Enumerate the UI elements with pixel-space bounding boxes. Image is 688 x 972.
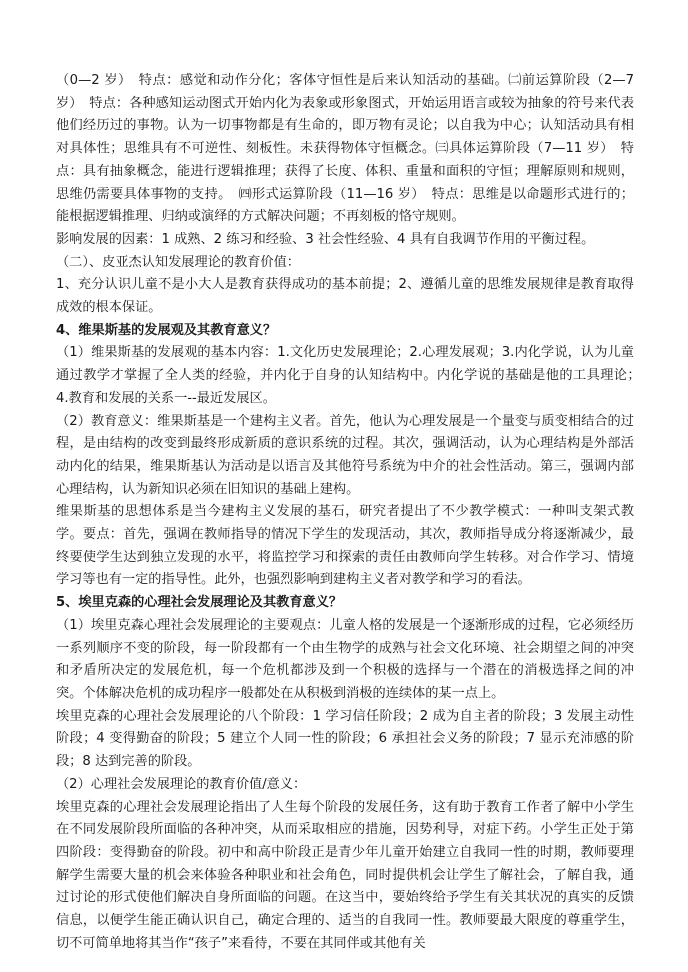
paragraph-influencing-factors: 影响发展的因素：1 成熟、2 练习和经验、3 社会性经验、4 具有自我调节作用的平衡过程。 bbox=[56, 231, 595, 247]
section-heading-erikson-value: （2）心理社会发展理论的教育价值/意义： bbox=[56, 776, 307, 792]
paragraph-cognitive-stages: （0—2 岁） 特点：感觉和动作分化；客体守恒性是后来认知活动的基础。㈡前运算阶段（2—7 岁） 特点：各种感知运动图式开始内化为表象或形象图式，开始运用语言或较为抽象的符号来代表他们经历过的事物。认为一切事物都是有生命的，即万物有灵论；以自我为中心；认知活动具有相对具体性；思维具有不可逆性、刻板性。未获得物体守恒概念。㈢具体运算阶段（7—11 岁） 特点：具有抽象概念，能进行逻辑推理；获得了长度、体积、重量和面积的守恒；理解原则和规则，思维仍需要具体事物的支持。 ㈣形式运算阶段（11—16 岁） 特点：思维是以命题形式进行的；能根据逻辑推理、归纳或演绎的方式解决问题；不再刻板的恪守规则。 bbox=[56, 73, 634, 225]
paragraph-piaget-value: 1、充分认识儿童不是小大人是教育获得成功的基本前提；2、遵循儿童的思维发展规律是教育取得成效的根本保证。 bbox=[56, 277, 634, 316]
question-heading-vygotsky: 4、维果斯基的发展观及其教育意义？ bbox=[56, 322, 277, 338]
paragraph-erikson-stages: 埃里克森的心理社会发展理论的八个阶段：1 学习信任阶段；2 成为自主者的阶段；3 发展主动性阶段；4 变得勤奋的阶段；5 建立个人同一性的阶段；6 承担社会义务的阶段；7 显示充沛感的阶段；8 达到完善的阶段。 bbox=[56, 708, 634, 770]
paragraph-vygotsky-basic: （1）维果斯基的发展观的基本内容：1.文化历史发展理论；2.心理发展观；3.内化学说，认为儿童通过教学才掌握了全人类的经验，并内化于自身的认知结构中。内化学说的基础是他的工具理论； 4.教育和发展的关系一--最近发展区。 bbox=[56, 345, 648, 406]
paragraph-vygotsky-scaffolding: 维果斯基的思想体系是当今建构主义发展的基石，研究者提出了不少教学模式：一种叫支架式教学。要点：首先，强调在教师指导的情况下学生的发现活动，其次，教师指导成分将逐渐减少，最终要使学生达到独立发现的水平，将监控学习和探索的责任由教师向学生转移。对合作学习、情境学习等也有一定的指导性。此外，也强烈影响到建构主义者对教学和学习的看法。 bbox=[56, 504, 634, 588]
document-page bbox=[56, 70, 648, 955]
paragraph-erikson-value: 埃里克森的心理社会发展理论指出了人生每个阶段的发展任务，这有助于教育工作者了解中小学生在不同发展阶段所面临的各种冲突，从而采取相应的措施，因势利导，对症下药。小学生正处于第四阶段：变得勤奋的阶段。初中和高中阶段正是青少年儿童开始建立自我同一性的时期，教师要理解学生需要大量的机会来体验各种职业和社会角色，同时提供机会让学生了解社会，了解自我，通过讨论的形式使他们解决自身所面临的问题。在这当中，要始终给予学生有关其状况的真实的反馈信息，以便学生能正确认识自己，确定合理的、适当的自我同一性。教师要最大限度的尊重学生，切不可简单地将其当作“孩子”来看待，不要在其同伴或其他有关 bbox=[56, 799, 634, 951]
section-heading-piaget-value: （二）、皮亚杰认知发展理论的教育价值： bbox=[56, 254, 300, 270]
paragraph-erikson-views: （1）埃里克森心理社会发展理论的主要观点：儿童人格的发展是一个逐渐形成的过程，它必须经历一系列顺序不变的阶段，每一阶段都有一个由生物学的成熟与社会文化环境、社会期望之间的冲突和矛盾所决定的发展危机，每一个危机都涉及到一个积极的选择与一个潜在的消极选择之间的冲突。个体解决危机的成功程序一般都处在从积极到消极的连续体的某一点上。 bbox=[56, 617, 634, 701]
paragraph-vygotsky-significance: （2）教育意义：维果斯基是一个建构主义者。首先，他认为心理发展是一个量变与质变相结合的过程，是由结构的改变到最终形成新质的意识系统的过程。其次，强调活动，认为心理结构是外部活动内化的结果，维果斯基认为活动是以语言及其他符号系统为中介的社会性活动。第三，强调内部心理结构，认为新知识必须在旧知识的基础上建构。 bbox=[56, 413, 634, 497]
question-heading-erikson: 5、埃里克森的心理社会发展理论及其教育意义？ bbox=[56, 595, 343, 611]
